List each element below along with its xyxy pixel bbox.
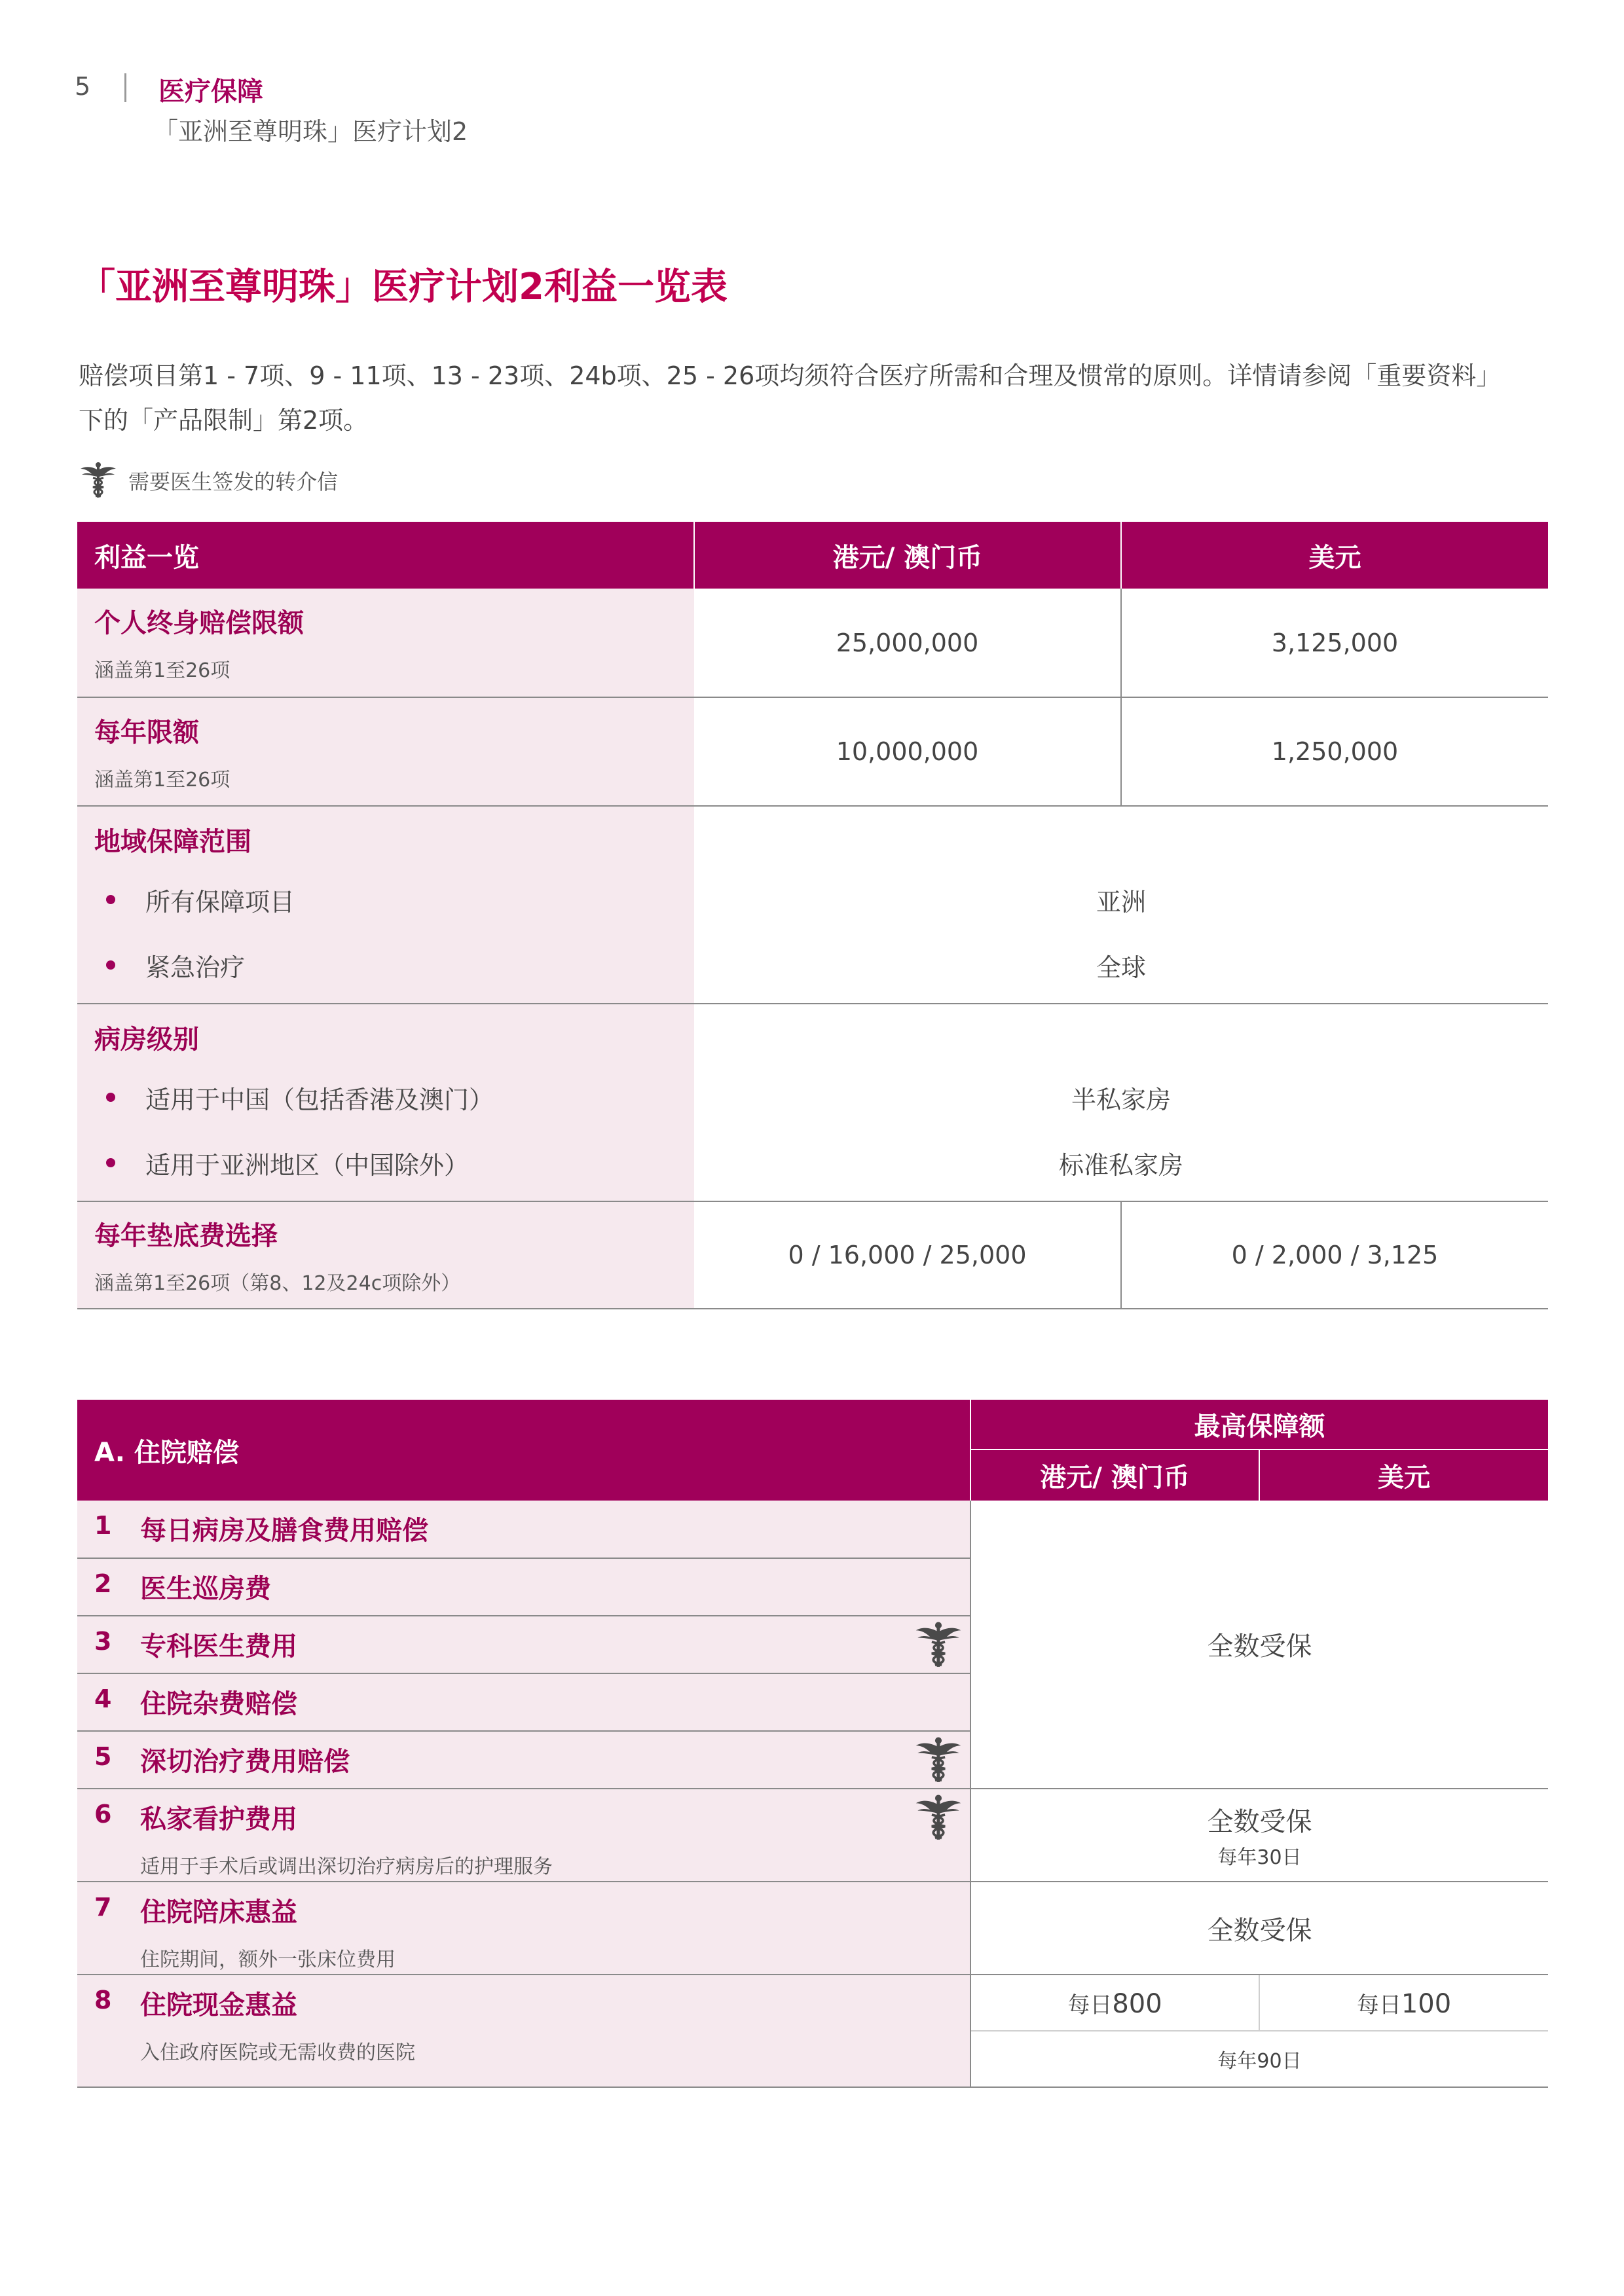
lifetime-limit-label — [77, 589, 694, 697]
item-6-cell — [140, 1789, 970, 1882]
section-subtitle: 「亚洲至尊明珠」医疗计划2 — [153, 117, 468, 146]
coverage-value: 全数受保 — [1207, 1806, 1312, 1837]
header-usd: 美元 — [1259, 1449, 1548, 1501]
caduceus-icon — [913, 1793, 963, 1843]
benefit-header-row — [77, 1400, 1548, 1449]
table-row — [77, 1501, 1548, 1558]
summary-header-row — [77, 522, 1548, 589]
item-6-value — [970, 1789, 1548, 1882]
row-note: 涵盖第1至26项（第8、12及24c项除外） — [94, 1271, 461, 1295]
table-row — [77, 697, 1548, 806]
area-value: 全球 — [1096, 953, 1146, 982]
caduceus-icon — [79, 461, 118, 500]
page-number: 5 — [75, 72, 91, 101]
item-number: 3 — [77, 1616, 140, 1673]
item-number: 8 — [77, 1975, 140, 2087]
benefit-summary-table — [77, 522, 1548, 1309]
item-number: 1 — [77, 1501, 140, 1558]
item-1-cell — [140, 1501, 970, 1558]
caduceus-icon — [913, 1620, 963, 1670]
item-8-limit: 每年90日 — [970, 2031, 1548, 2087]
intro-paragraph — [79, 354, 1559, 443]
item-label: 深切治疗费用赔偿 — [140, 1747, 350, 1777]
lifetime-limit-hkd: 25,000,000 — [836, 628, 979, 657]
legend-text: 需要医生签发的转介信 — [128, 469, 339, 494]
deductible-usd: 0 / 2,000 / 3,125 — [1121, 1201, 1548, 1309]
item-4-cell — [140, 1673, 970, 1731]
table-row — [77, 1882, 1548, 1975]
row-note: 涵盖第1至26项 — [94, 659, 231, 682]
deductible-label — [77, 1201, 694, 1309]
list-item — [94, 1065, 677, 1130]
row-title: 个人终身赔偿限额 — [94, 608, 304, 638]
row-note: 涵盖第1至26项 — [94, 768, 231, 792]
coverage-limit: 每年30日 — [1217, 1846, 1302, 1869]
full-coverage-value: 全数受保 — [970, 1501, 1548, 1789]
section-header: A. 住院赔偿 — [77, 1400, 970, 1501]
hospitalization-benefit-table — [77, 1400, 1548, 2088]
row-title: 每年限额 — [94, 717, 199, 748]
table-row — [77, 1201, 1548, 1309]
ward-value: 半私家房 — [1071, 1085, 1171, 1114]
table-row — [77, 1975, 1548, 2031]
row-title: 病房级别 — [94, 1025, 199, 1055]
header-benefit: 利益一览 — [77, 522, 694, 589]
item-number: 6 — [77, 1789, 140, 1882]
intro-line-1: 赔偿项目第1 - 7项、9 - 11项、13 - 23项、24b项、25 - 26项均须符合医疗所需和合理及惯常的原则。详情请参阅「重要资料」 — [79, 361, 1502, 390]
bullet — [106, 895, 115, 904]
annual-limit-label — [77, 697, 694, 806]
row-title: 地域保障范围 — [94, 827, 251, 857]
amount: 800 — [1112, 1988, 1162, 2019]
annual-limit-usd: 1,250,000 — [1121, 697, 1548, 806]
list-item — [94, 932, 677, 998]
header-hkd: 港元/ 澳门币 — [694, 522, 1121, 589]
item-label: 住院陪床惠益 — [140, 1897, 297, 1927]
bullet — [106, 1093, 115, 1102]
item-8-cell — [140, 1975, 970, 2087]
ward-value: 标准私家房 — [1058, 1150, 1183, 1180]
item-7-cell — [140, 1882, 970, 1975]
annual-limit-hkd: 10,000,000 — [836, 737, 979, 766]
area-coverage-values — [694, 806, 1548, 1004]
table-row — [77, 1004, 1548, 1201]
bullet-text: 所有保障项目 — [145, 887, 295, 917]
item-note: 入住政府医院或无需收费的医院 — [140, 2041, 415, 2064]
item-number: 5 — [77, 1731, 140, 1789]
item-number: 2 — [77, 1558, 140, 1616]
section-title: 医疗保障 — [158, 77, 263, 107]
list-item — [94, 1130, 677, 1195]
area-coverage-label — [77, 806, 694, 1004]
item-label: 住院现金惠益 — [140, 1990, 297, 2020]
max-benefit-header: 最高保障额 — [970, 1400, 1548, 1449]
area-value: 亚洲 — [1096, 887, 1146, 917]
legend — [79, 462, 338, 499]
per-day-label: 每日 — [1067, 1992, 1113, 2018]
item-label: 每日病房及膳食费用赔偿 — [140, 1516, 428, 1546]
item-label: 私家看护费用 — [140, 1804, 297, 1834]
header-usd: 美元 — [1121, 522, 1548, 589]
lifetime-limit-usd: 3,125,000 — [1121, 589, 1548, 697]
table-row — [77, 806, 1548, 1004]
per-day-label: 每日 — [1356, 1992, 1401, 2018]
list-item — [94, 867, 677, 932]
item-label: 医生巡房费 — [140, 1574, 271, 1604]
deductible-hkd: 0 / 16,000 / 25,000 — [788, 1241, 1027, 1269]
item-3-cell — [140, 1616, 970, 1673]
table-row — [77, 1789, 1548, 1882]
item-5-cell — [140, 1731, 970, 1789]
item-note: 适用于手术后或调出深切治疗病房后的护理服务 — [140, 1855, 553, 1878]
amount: 100 — [1401, 1988, 1452, 2019]
bullet-text: 适用于亚洲地区（中国除外） — [145, 1150, 470, 1180]
ward-class-label — [77, 1004, 694, 1201]
page-title: 「亚洲至尊明珠」医疗计划2利益一览表 — [79, 266, 728, 308]
bullet-text: 适用于中国（包括香港及澳门） — [145, 1085, 494, 1114]
row-title: 每年垫底费选择 — [94, 1220, 278, 1251]
item-label: 住院杂费赔偿 — [140, 1689, 297, 1719]
item-label: 专科医生费用 — [140, 1631, 297, 1662]
item-8-hkd — [970, 1975, 1259, 2031]
bullet — [106, 1158, 115, 1167]
bullet — [106, 960, 115, 970]
item-note: 住院期间，额外一张床位费用 — [140, 1948, 396, 1971]
table-row — [77, 589, 1548, 697]
item-2-cell — [140, 1558, 970, 1616]
ward-class-values — [694, 1004, 1548, 1201]
item-8-usd — [1259, 1975, 1548, 2031]
caduceus-icon — [913, 1736, 963, 1785]
bullet-text: 紧急治疗 — [145, 953, 246, 982]
item-number: 7 — [77, 1882, 140, 1975]
item-7-value: 全数受保 — [970, 1882, 1548, 1975]
header-hkd: 港元/ 澳门币 — [970, 1449, 1259, 1501]
header-divider — [124, 73, 126, 102]
item-number: 4 — [77, 1673, 140, 1731]
intro-line-2: 下的「产品限制」第2项。 — [79, 406, 369, 435]
